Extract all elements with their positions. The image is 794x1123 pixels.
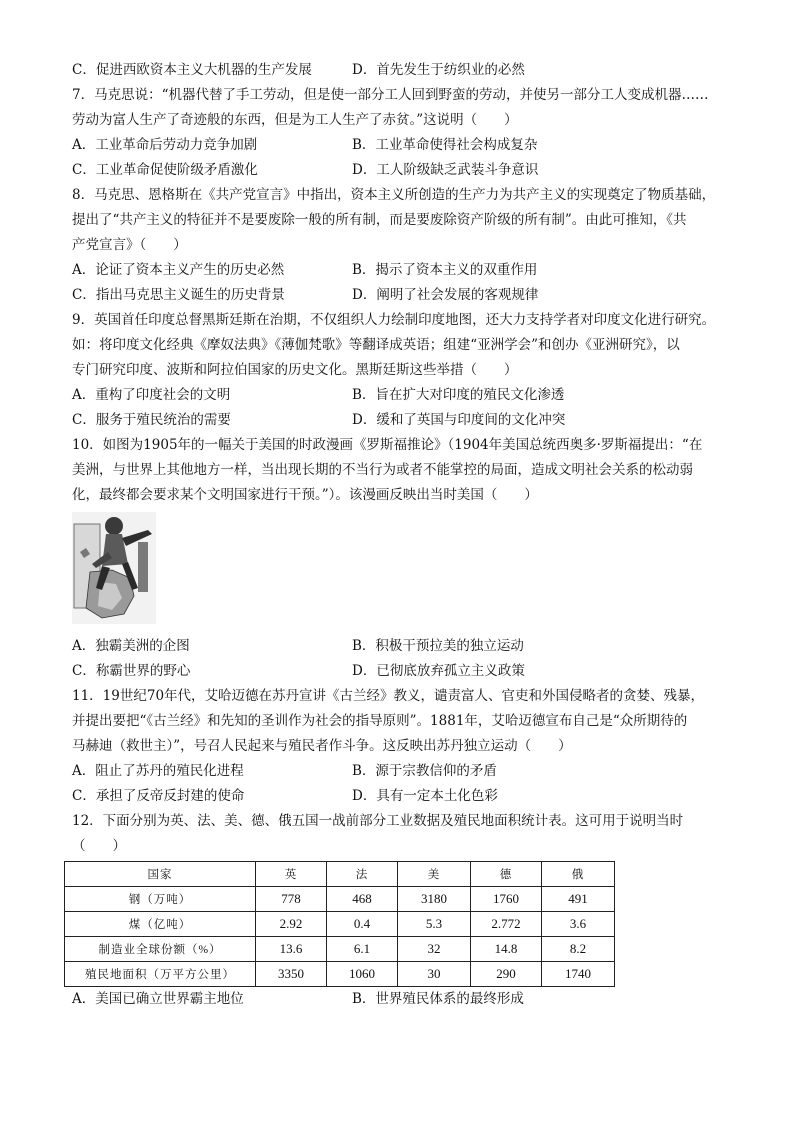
table-row [65,887,615,912]
option-a: A．阻止了苏丹的殖民化进程 [72,763,244,779]
table-cell: 1060 [327,962,398,987]
table-header-cell: 法 [327,862,398,887]
table-cell: 290 [471,962,542,987]
table-header-cell: 英 [256,862,327,887]
option-a: A．美国已确立世界霸主地位 [72,991,244,1007]
table-cell: 468 [327,887,398,912]
option-b: B．揭示了资本主义的双重作用 [352,262,538,278]
table-row-label: 殖民地面积（万平方公里） [65,962,256,987]
options-q10-ab [72,634,732,659]
option-c: C．称霸世界的野心 [72,663,191,679]
question-11-stem-cont: 马赫迪（救世主）”，号召人民起来与殖民者作斗争。这反映出苏丹独立运动（ ） [72,738,572,754]
table-row [65,937,615,962]
option-c: C．承担了反帝反封建的使命 [72,788,245,804]
question-9-stem-cont: 专门研究印度、波斯和阿拉伯国家的历史文化。黑斯廷斯这些举措（ ） [72,362,518,378]
table-row-label: 钢（万吨） [65,887,256,912]
option-d: D．工人阶级缺乏武装斗争意识 [352,162,539,178]
question-8-stem-cont: 提出了“共产主义的特征并不是要废除一般的所有制，而是要废除资产阶级的所有制”。由此可推知，《共 [72,212,687,228]
table-cell: 3180 [398,887,471,912]
option-d: D．缓和了英国与印度间的文化冲突 [352,412,566,428]
table-cell: 6.1 [327,937,398,962]
option-a: A．重构了印度社会的文明 [72,387,231,403]
question-9-stem: 9．英国首任印度总督黑斯廷斯在治期，不仅组织人力绘制印度地图，还大力支持学者对印度文化进行研究。 [72,312,716,328]
table-row-label: 煤（亿吨） [65,912,256,937]
table-cell: 778 [256,887,327,912]
table-header-cell: 俄 [542,862,615,887]
options-q11-cd [72,784,732,809]
options-q6-cd [72,58,732,83]
table-cell: 491 [542,887,615,912]
question-12-stem-cont: （ ） [72,838,126,854]
option-d: D．已彻底放弃孤立主义政策 [352,663,525,679]
question-8-stem-cont: 产党宣言》（ ） [72,237,187,253]
table-row-label: 制造业全球份额（%） [65,937,256,962]
question-10-stem-cont: 美洲，与世界上其他地方一样，当出现长期的不当行为或者不能掌控的局面，造成文明社会关系的松动弱 [72,462,693,478]
table-cell: 8.2 [542,937,615,962]
option-b: B．工业革命使得社会构成复杂 [352,137,538,153]
table-row [65,962,615,987]
cartoon-image [72,512,732,624]
table-cell: 3.6 [542,912,615,937]
table-cell: 13.6 [256,937,327,962]
options-q9-cd [72,408,732,433]
table-cell: 5.3 [398,912,471,937]
option-d: D．阐明了社会发展的客观规律 [352,287,539,303]
question-11-stem: 11．19世纪70年代，艾哈迈德在苏丹宣讲《古兰经》教义，谴责富人、官吏和外国侵略者的贪婪、残暴， [72,688,705,704]
option-b: B．世界殖民体系的最终形成 [352,991,524,1007]
question-10-stem: 10．如图为1905年的一幅关于美国的时政漫画《罗斯福推论》（1904年美国总统西奥多·罗斯福提出：“在 [72,437,703,453]
table-cell: 0.4 [327,912,398,937]
option-d: D．首先发生于纺织业的必然 [352,62,525,78]
option-a: A．工业革命后劳动力竞争加剧 [72,137,258,153]
question-7-stem: 7．马克思说：“机器代替了手工劳动，但是使一部分工人回到野蛮的劳动，并使另一部分工人变成机器…… [72,87,709,103]
option-c: C．服务于殖民统治的需要 [72,412,231,428]
options-q12-ab [72,987,732,1012]
option-c: C．工业革命促使阶级矛盾激化 [72,162,258,178]
statistics-table [64,861,615,987]
question-11-stem-cont: 并提出要把“《古兰经》和先知的圣训作为社会的指导原则”。1881年，艾哈迈德宣布自己是“众所期待的 [72,713,688,729]
option-a: A．独霸美洲的企图 [72,638,190,654]
table-cell: 14.8 [471,937,542,962]
option-b: B．源于宗教信仰的矛盾 [352,763,497,779]
options-q8-ab [72,258,732,283]
question-12-stem: 12．下面分别为英、法、美、德、俄五国一战前部分工业数据及殖民地面积统计表。这可用于说明当时 [72,813,684,829]
table-cell: 2.92 [256,912,327,937]
options-q7-cd [72,158,732,183]
question-10-stem-cont: 化，最终都会要求某个文明国家进行干预。”）。该漫画反映出当时美国（ ） [72,487,538,503]
option-d: D．具有一定本土化色彩 [352,788,498,804]
question-9-stem-cont: 如：将印度文化经典《摩奴法典》《薄伽梵歌》等翻译成英语；组建“亚洲学会”和创办《亚洲研究》，以 [72,337,680,353]
exam-page [72,58,732,1012]
option-b: B．积极干预拉美的独立运动 [352,638,524,654]
table-header-cell: 国家 [65,862,256,887]
options-q7-ab [72,133,732,158]
options-q8-cd [72,283,732,308]
table-cell: 3350 [256,962,327,987]
table-header-cell: 德 [471,862,542,887]
question-7-stem-cont: 劳动为富人生产了奇迹般的东西，但是为工人生产了赤贫。”这说明（ ） [72,112,518,128]
option-c: C．促进西欧资本主义大机器的生产发展 [72,62,312,78]
table-cell: 32 [398,937,471,962]
table-row [65,912,615,937]
option-c: C．指出马克思主义诞生的历史背景 [72,287,285,303]
option-b: B．旨在扩大对印度的殖民文化渗透 [352,387,565,403]
question-8-stem: 8．马克思、恩格斯在《共产党宣言》中指出，资本主义所创造的生产力为共产主义的实现奠定了物质基础， [72,187,716,203]
cartoon-illustration [72,512,156,624]
options-q11-ab [72,759,732,784]
table-header-cell: 美 [398,862,471,887]
options-q10-cd [72,659,732,684]
table-cell: 2.772 [471,912,542,937]
table-cell: 1740 [542,962,615,987]
option-a: A．论证了资本主义产生的历史必然 [72,262,285,278]
table-cell: 1760 [471,887,542,912]
table-header-row [65,862,615,887]
table-cell: 30 [398,962,471,987]
options-q9-ab [72,383,732,408]
